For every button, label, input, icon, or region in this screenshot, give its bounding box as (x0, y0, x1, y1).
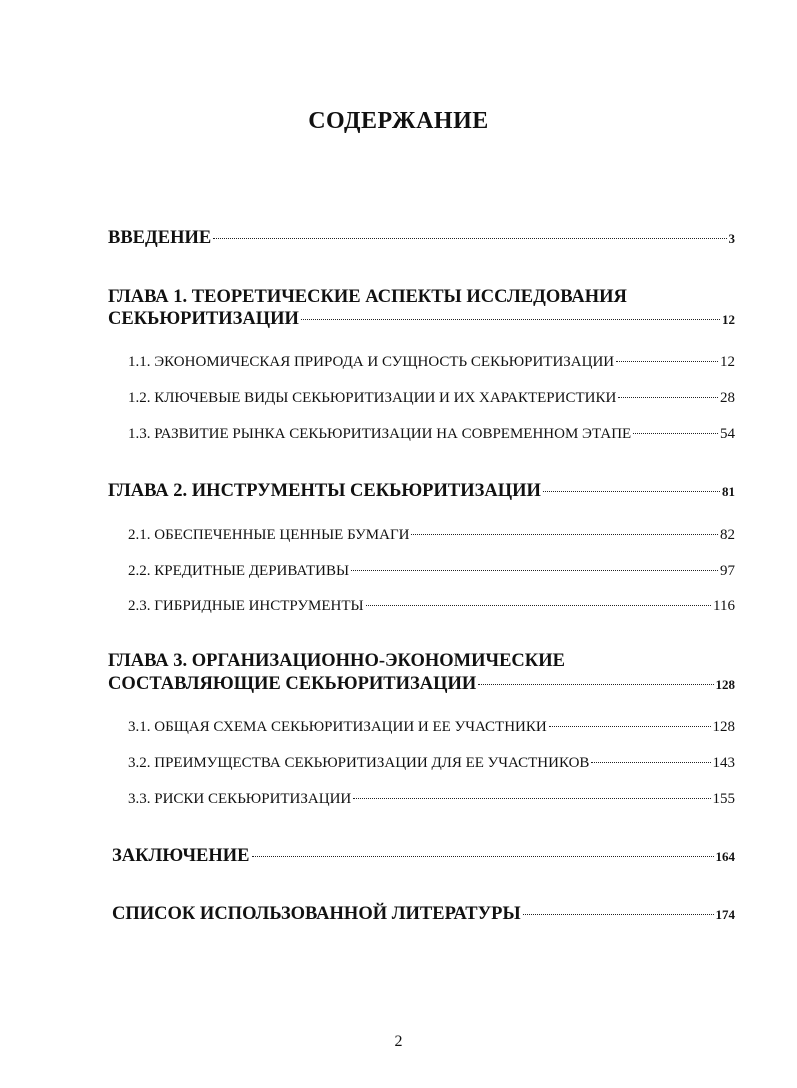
dot-leader (252, 856, 714, 857)
toc-entry-references[interactable] (112, 904, 735, 925)
toc-label: 1.1. ЭКОНОМИЧЕСКАЯ ПРИРОДА И СУЩНОСТЬ СЕКЬЮРИТИЗАЦИИ (128, 354, 615, 370)
toc-label: СПИСОК ИСПОЛЬЗОВАННОЙ ЛИТЕРАТУРЫ (112, 904, 521, 924)
dot-leader (351, 570, 718, 571)
toc-entry-section-2-1[interactable] (128, 527, 735, 544)
toc-label: 2.2. КРЕДИТНЫЕ ДЕРИВАТИВЫ (128, 563, 350, 579)
toc-label: 1.2. КЛЮЧЕВЫЕ ВИДЫ СЕКЬЮРИТИЗАЦИИ И ИХ ХАРАКТЕРИСТИКИ (128, 390, 617, 406)
dot-leader (353, 798, 710, 799)
toc-entry-section-1-3[interactable] (128, 426, 735, 443)
dot-leader (366, 605, 711, 606)
toc-entry-intro[interactable] (108, 228, 735, 249)
toc-label: 1.3. РАЗВИТИЕ РЫНКА СЕКЬЮРИТИЗАЦИИ НА СОВРЕМЕННОМ ЭТАПЕ (128, 426, 632, 442)
dot-leader (633, 433, 718, 434)
toc-entry-section-2-3[interactable] (128, 598, 735, 615)
toc-page-number: 12 (720, 354, 735, 370)
toc-label: ГЛАВА 2. ИНСТРУМЕНТЫ СЕКЬЮРИТИЗАЦИИ (108, 481, 541, 501)
dot-leader (591, 762, 710, 763)
dot-leader (523, 914, 714, 915)
toc-entry-chapter-1[interactable] (108, 309, 735, 330)
toc-label: ВВЕДЕНИЕ (108, 228, 212, 248)
toc-entry-section-3-1[interactable] (128, 719, 735, 736)
toc-entry-chapter-3[interactable] (108, 674, 735, 695)
toc-page-number: 97 (720, 563, 735, 579)
toc-page-number: 155 (712, 791, 735, 807)
dot-leader (478, 684, 713, 685)
dot-leader (549, 726, 711, 727)
dot-leader (543, 491, 720, 492)
toc-entry-section-2-2[interactable] (128, 563, 735, 580)
toc-entry-section-1-1[interactable] (128, 354, 735, 371)
toc-page-number: 174 (715, 907, 735, 922)
toc-chapter-3-line1[interactable]: ГЛАВА 3. ОРГАНИЗАЦИОННО-ЭКОНОМИЧЕСКИЕ (108, 651, 565, 671)
toc-page-number: 164 (715, 849, 735, 864)
toc-entry-section-3-3[interactable] (128, 791, 735, 808)
toc-page-number: 143 (712, 755, 735, 771)
toc-page-number: 54 (720, 426, 735, 442)
toc-page-number: 128 (715, 677, 735, 692)
page-number: 2 (394, 1033, 403, 1050)
toc-entry-section-1-2[interactable] (128, 390, 735, 407)
toc-label: ЗАКЛЮЧЕНИЕ (112, 846, 250, 866)
toc-page-number: 81 (722, 484, 735, 499)
toc-entry-chapter-2[interactable] (108, 481, 735, 502)
dot-leader (213, 238, 726, 239)
toc-page-number: 3 (728, 231, 735, 246)
dot-leader (411, 534, 718, 535)
toc-label: 3.1. ОБЩАЯ СХЕМА СЕКЬЮРИТИЗАЦИИ И ЕЕ УЧАСТНИКИ (128, 719, 547, 735)
toc-label: 2.1. ОБЕСПЕЧЕННЫЕ ЦЕННЫЕ БУМАГИ (128, 527, 410, 543)
toc-page-number: 28 (720, 390, 735, 406)
toc-label: 3.2. ПРЕИМУЩЕСТВА СЕКЬЮРИТИЗАЦИИ ДЛЯ ЕЕ УЧАСТНИКОВ (128, 755, 590, 771)
toc-entry-conclusion[interactable] (112, 846, 735, 867)
dot-leader (616, 361, 718, 362)
toc-chapter-1-line1[interactable]: ГЛАВА 1. ТЕОРЕТИЧЕСКИЕ АСПЕКТЫ ИССЛЕДОВАНИЯ (108, 287, 627, 307)
toc-entry-section-3-2[interactable] (128, 755, 735, 772)
toc-page-number: 116 (713, 598, 735, 614)
dot-leader (618, 397, 718, 398)
toc-page-number: 82 (720, 527, 735, 543)
toc-page-number: 12 (722, 312, 735, 327)
toc-page-number: 128 (712, 719, 735, 735)
dot-leader (301, 319, 720, 320)
toc-label: СОСТАВЛЯЮЩИЕ СЕКЬЮРИТИЗАЦИИ (108, 674, 477, 694)
toc-label: 2.3. ГИБРИДНЫЕ ИНСТРУМЕНТЫ (128, 598, 364, 614)
toc-label: СЕКЬЮРИТИЗАЦИИ (108, 309, 299, 329)
toc-label: 3.3. РИСКИ СЕКЬЮРИТИЗАЦИИ (128, 791, 352, 807)
page-title: СОДЕРЖАНИЕ (308, 108, 489, 134)
